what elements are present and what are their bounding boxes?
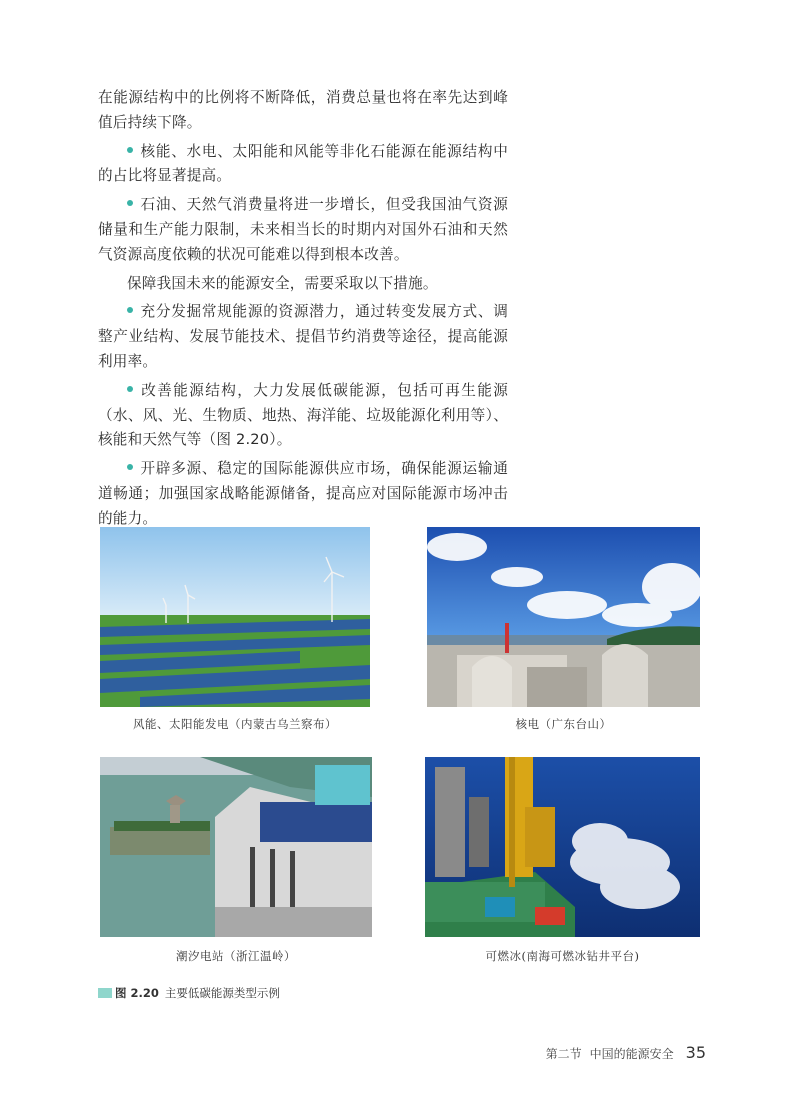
paragraph: 保障我国未来的能源安全，需要采取以下措施。 [127,274,438,292]
combustible-ice-photo [425,757,700,937]
body-text [98,86,508,536]
bullet-dot-icon [127,386,133,392]
bullet-dot-icon [127,200,133,206]
nuclear-photo [427,527,700,707]
figure-marker-icon [98,988,112,998]
bullet-paragraph: 充分发掘常规能源的资源潜力，通过转变发展方式、调整产业结构、发展节能技术、提倡节约消费等途径，提高能源利用率。 [98,303,508,370]
combustible-ice-caption: 可燃冰(南海可燃冰钻井平台) [485,949,640,963]
wind-solar-photo [100,527,370,707]
figure-number: 图 2.20 [115,986,159,1000]
bullet-paragraph: 核能、水电、太阳能和风能等非化石能源在能源结构中的占比将显著提高。 [98,142,508,185]
bullet-paragraph: 石油、天然气消费量将进一步增长，但受我国油气资源储量和生产能力限制，未来相当长的时期内对国外石油和天然气资源高度依赖的状况可能难以得到根本改善。 [98,196,508,263]
bullet-dot-icon [127,307,133,313]
tidal-photo [100,757,372,937]
footer-section: 第二节 [545,1047,582,1061]
page-footer [546,1043,706,1062]
figure-title: 主要低碳能源类型示例 [164,986,280,1000]
bullet-paragraph: 改善能源结构，大力发展低碳能源，包括可再生能源（水、风、光、生物质、地热、海洋能、垃圾能源化利用等）、核能和天然气等（图 2.20）。 [98,381,508,449]
nuclear-caption: 核电（广东台山） [515,717,612,731]
bullet-dot-icon [127,147,133,153]
wind-solar-caption: 风能、太阳能发电（内蒙古乌兰察布） [133,717,337,731]
bullet-dot-icon [127,464,133,470]
figure-caption [98,985,280,1001]
footer-title: 中国的能源安全 [589,1047,674,1061]
tidal-caption: 潮汐电站（浙江温岭） [176,949,296,963]
bullet-paragraph: 开辟多源、稳定的国际能源供应市场，确保能源运输通道畅通；加强国家战略能源储备，提高应对国际能源市场冲击的能力。 [98,460,508,527]
paragraph: 在能源结构中的比例将不断降低，消费总量也将在率先达到峰值后持续下降。 [98,89,508,131]
page-number: 35 [685,1043,706,1062]
